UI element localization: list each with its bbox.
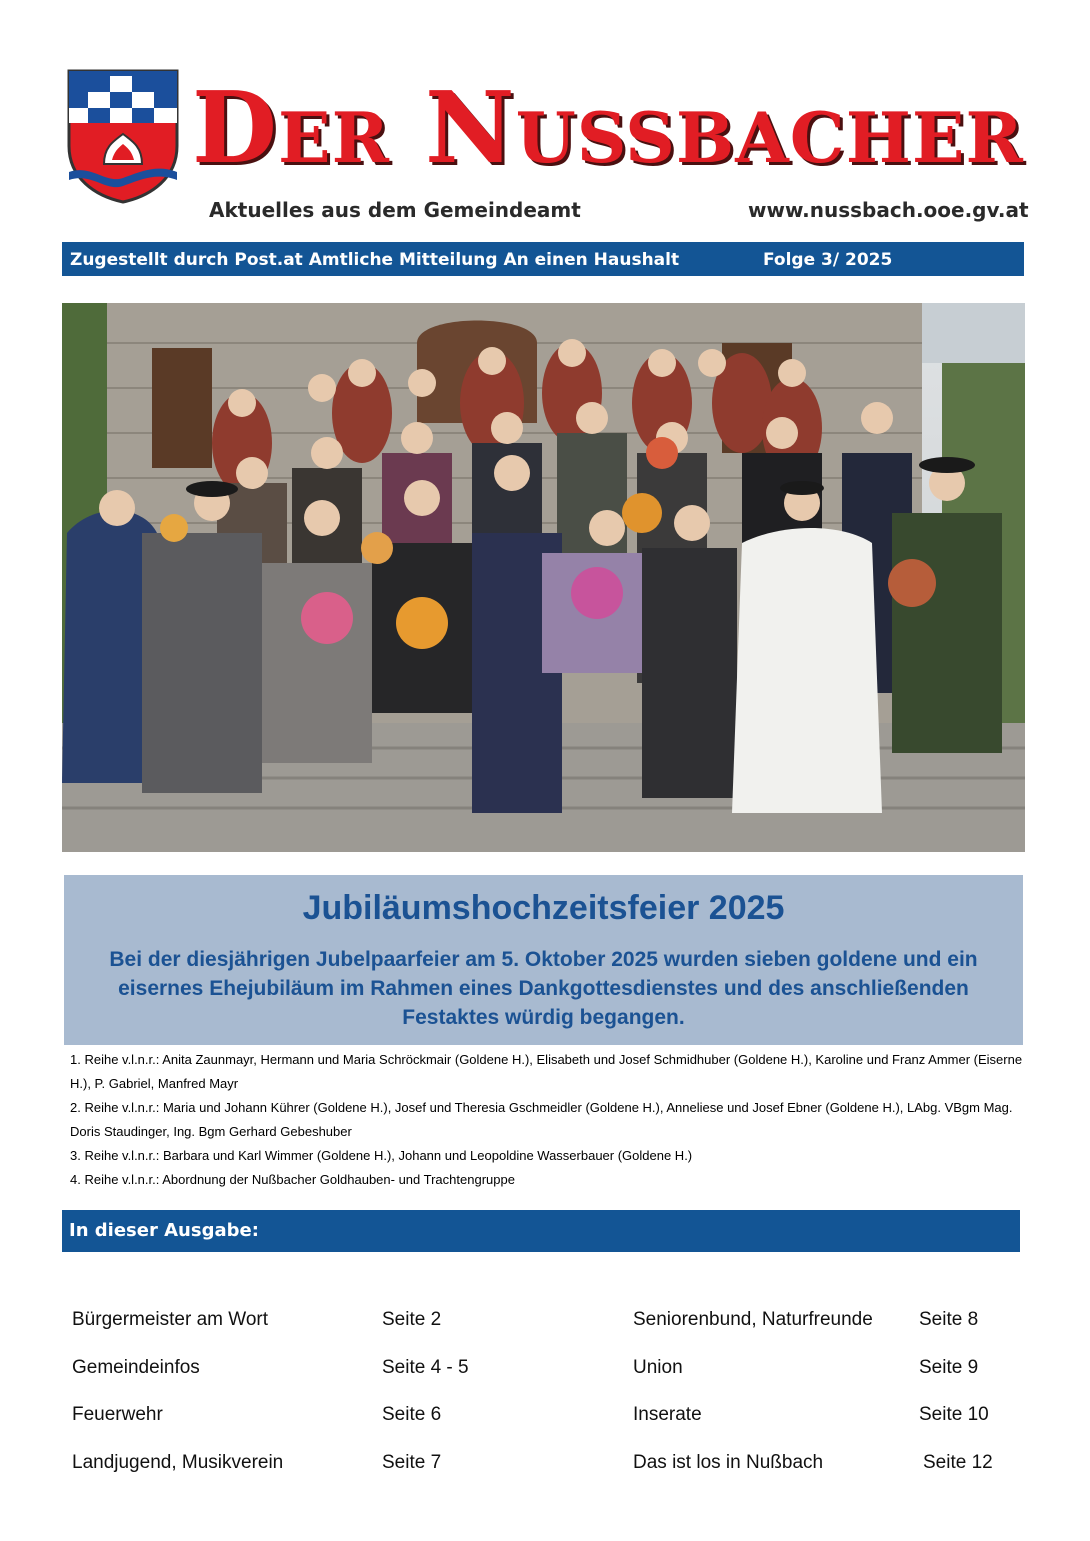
toc-page: Seite 10 — [919, 1404, 989, 1425]
delivery-bar — [62, 242, 1024, 276]
delivery-note: Zugestellt durch Post.at Amtliche Mitteilung An einen Haushalt — [70, 250, 680, 270]
toc-topic: Seniorenbund, Naturfreunde — [633, 1309, 873, 1330]
toc-topic: Union — [633, 1357, 683, 1378]
caption-row-1: 1. Reihe v.l.n.r.: Anita Zaunmayr, Hermann und Maria Schröckmair (Goldene H.), Elisabeth und Josef Schmidhuber (Goldene H.), Karoline und Franz Ammer (Eiserne H.), P. Gabriel, Manfred Mayr — [70, 1052, 1023, 1091]
toc-page: Seite 9 — [919, 1357, 979, 1378]
toc-topic: Das ist los in Nußbach — [633, 1452, 824, 1473]
toc-page: Seite 2 — [382, 1309, 442, 1330]
caption-row-3: 3. Reihe v.l.n.r.: Barbara und Karl Wimmer (Goldene H.), Johann und Leopoldine Wasserbauer (Goldene H.) — [70, 1148, 693, 1163]
toc-topic: Inserate — [633, 1404, 702, 1425]
caption-row-2: 2. Reihe v.l.n.r.: Maria und Johann Kührer (Goldene H.), Josef und Theresia Gschmeidler (Goldene H.), Anneliese und Josef Ebner (Goldene H.), LAbg. VBgm Mag. Doris Staudinger, Ing. Bgm Gerhard Gebeshuber — [70, 1100, 1013, 1139]
feature-headline: Jubiläumshochzeitsfeier 2025 — [302, 889, 785, 927]
toc-topic: Landjugend, Musikverein — [72, 1452, 284, 1473]
toc-page: Seite 12 — [923, 1452, 993, 1473]
toc-topic: Gemeindeinfos — [72, 1357, 200, 1378]
toc-topic: Bürgermeister am Wort — [72, 1309, 269, 1330]
toc-page: Seite 6 — [382, 1404, 442, 1425]
toc-page: Seite 8 — [919, 1309, 979, 1330]
masthead-subtitle: Aktuelles aus dem Gemeindeamt — [209, 198, 581, 222]
feature-box — [64, 875, 1023, 1045]
masthead-title: Der Nußbacher — [192, 71, 1024, 186]
group-photo — [62, 303, 1025, 852]
photo-captions — [70, 1048, 1030, 1192]
toc-topic: Feuerwehr — [72, 1404, 163, 1425]
toc-heading-bar — [62, 1210, 1020, 1252]
website-url: www.nussbach.ooe.gv.at — [748, 198, 1029, 222]
coat-of-arms-icon — [66, 68, 180, 204]
caption-row-4: 4. Reihe v.l.n.r.: Abordnung der Nußbacher Goldhauben- und Trachtengruppe — [70, 1172, 515, 1187]
feature-lead: Bei der diesjährigen Jubelpaarfeier am 5. Oktober 2025 wurden sieben goldene und ein eisernes Ehejubiläum im Rahmen eines Dankgottesdienstes und des anschließenden Festaktes würdig begangen. — [109, 948, 978, 1029]
toc-page: Seite 7 — [382, 1452, 442, 1473]
toc-page: Seite 4 - 5 — [382, 1357, 469, 1378]
toc-heading: In dieser Ausgabe: — [69, 1220, 259, 1241]
issue-number: Folge 3/ 2025 — [763, 250, 893, 270]
